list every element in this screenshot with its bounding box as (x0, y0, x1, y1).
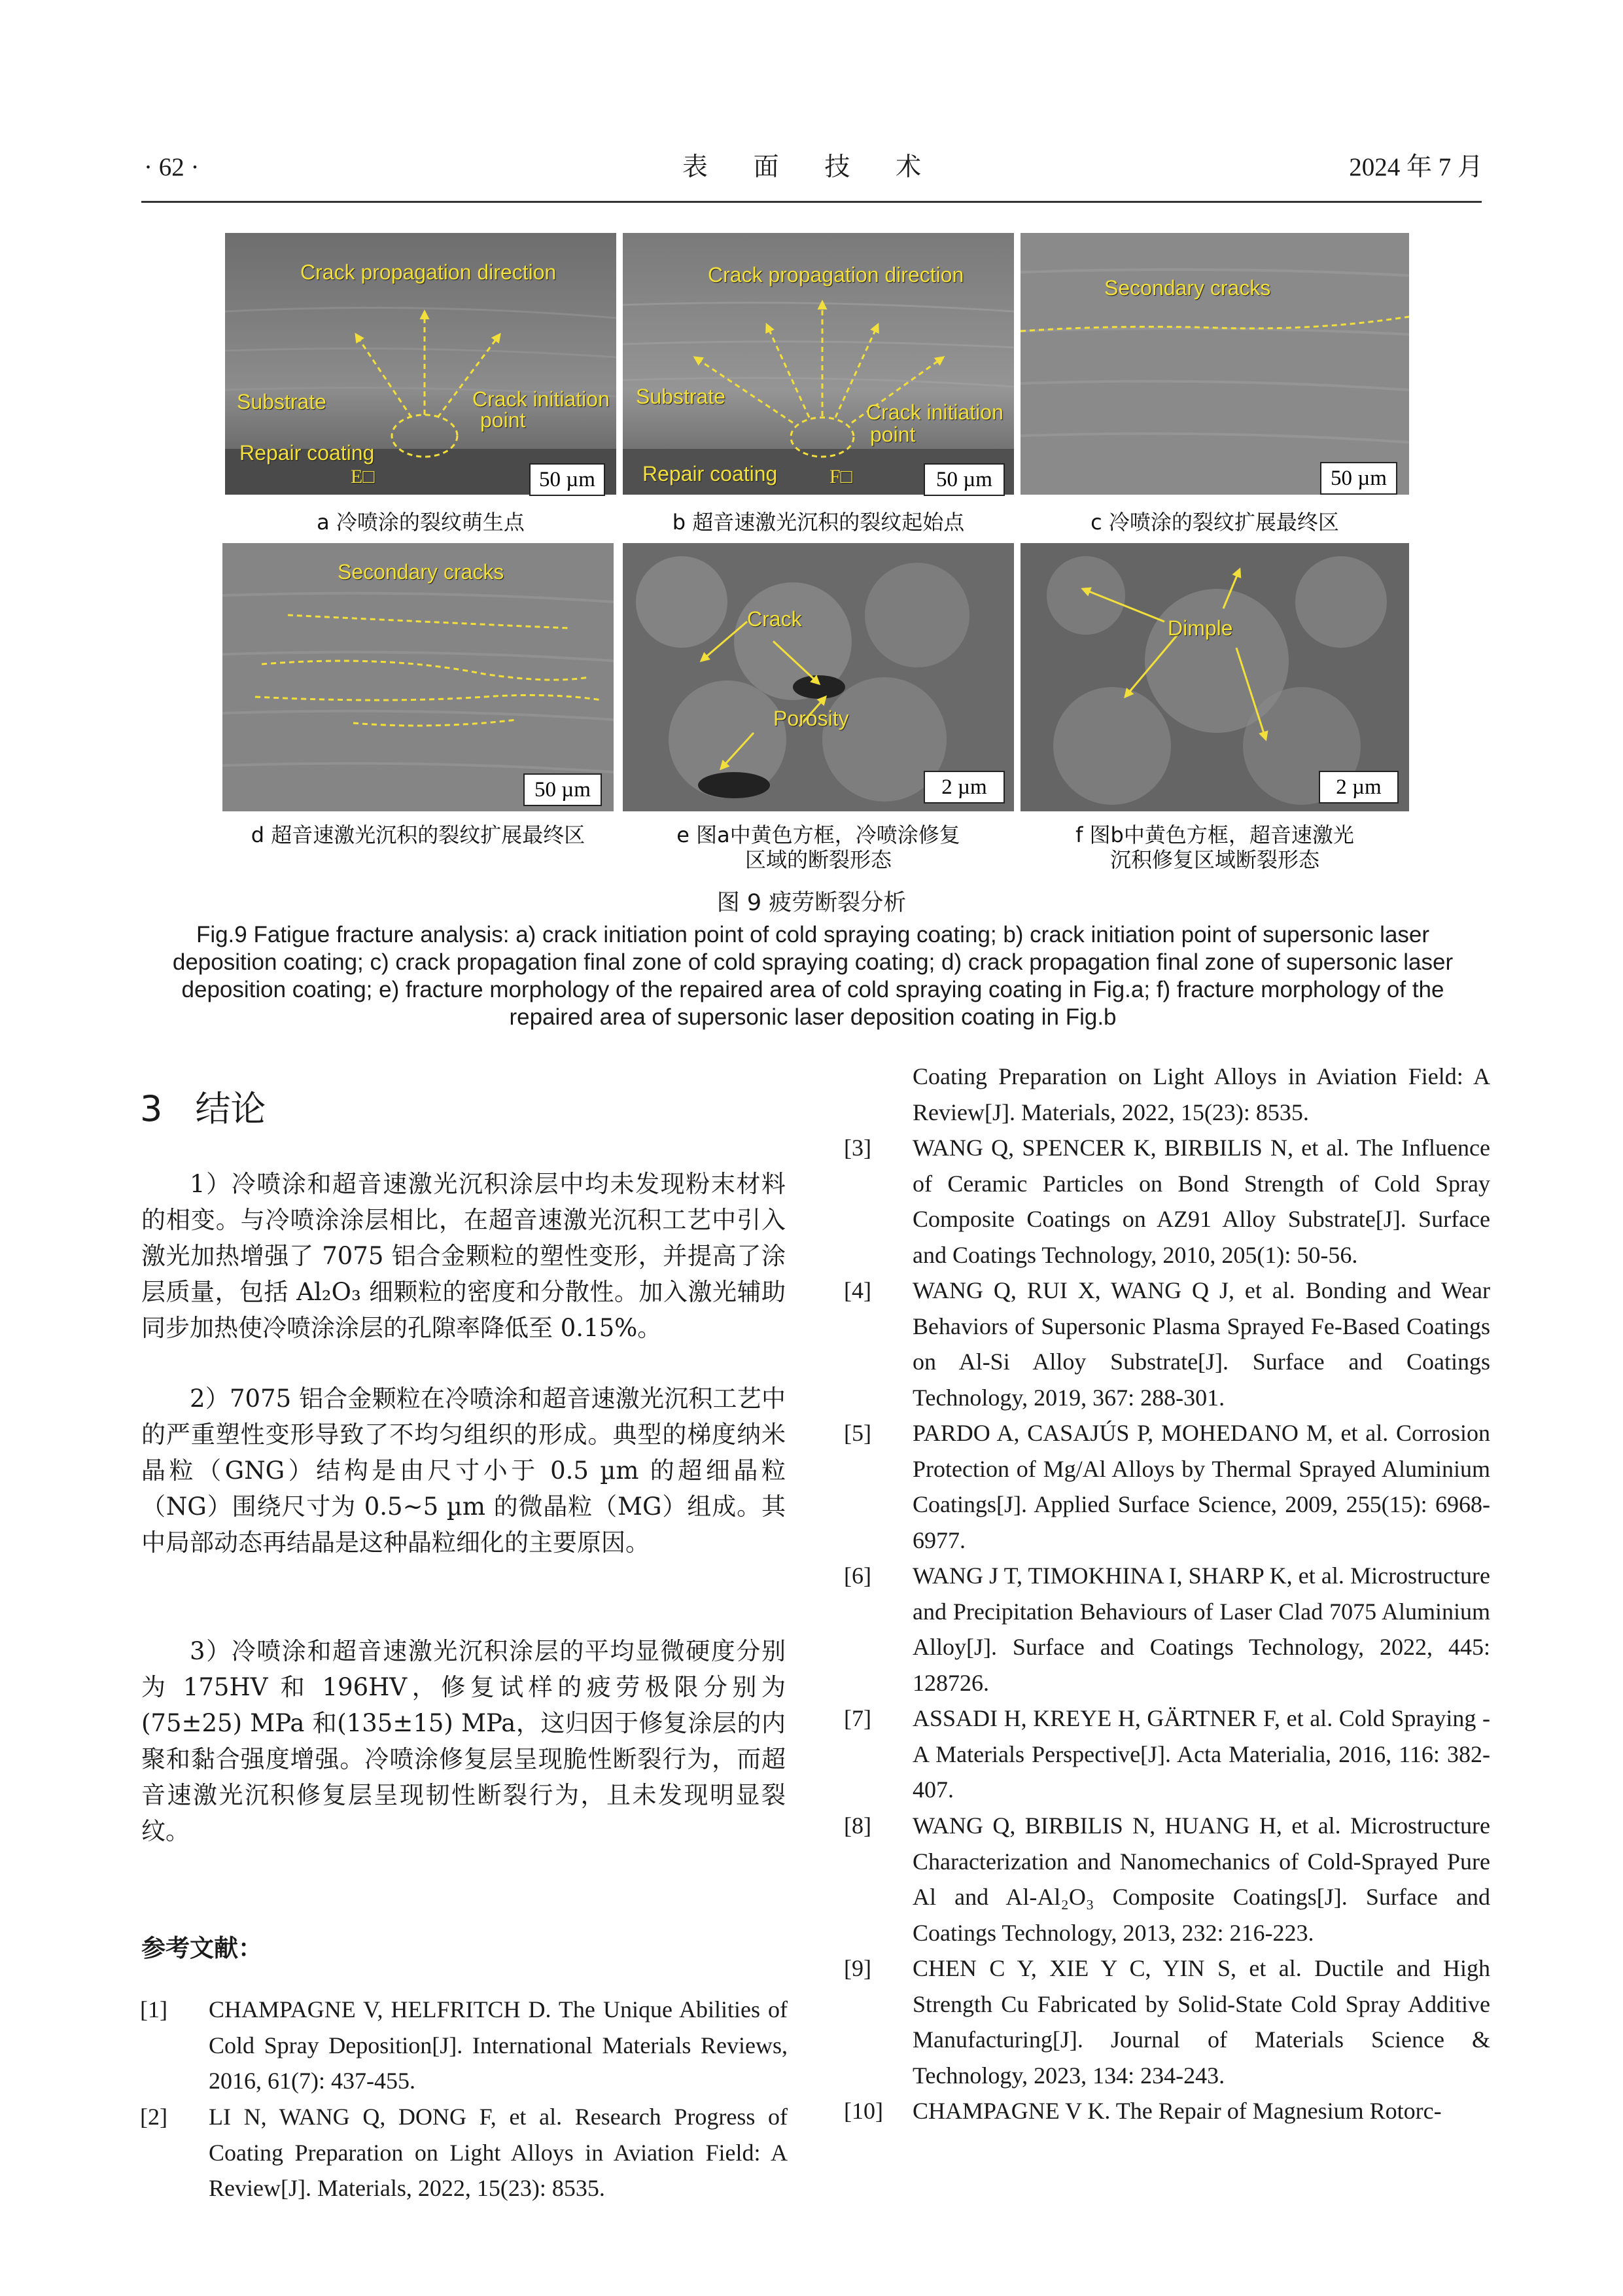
reference-number: [10] (844, 2098, 883, 2124)
page-number: · 62 · (144, 153, 200, 181)
figure-panel-c (1021, 233, 1409, 495)
reference-number: [9] (844, 1955, 871, 1981)
reference-text: CHEN C Y, XIE Y C, YIN S, et al. Ductile and High Strength Cu Fabricated by Solid-State Cold Spray Additive Manufacturing[J]. Journal of Materials Science & Technology, 2023, 134: 234-243. (913, 1955, 1490, 2089)
reference-text: PARDO A, CASAJÚS P, MOHEDANO M, et al. Corrosion Protection of Mg/Al Alloys by Thermal Sprayed Aluminium Coatings[J]. Applied Surface Science, 2009, 255(15): 6968-6977. (913, 1420, 1490, 1553)
annotation-substrate: Substrate (237, 390, 326, 414)
subcaption-a: a 冷喷涂的裂纹萌生点 (317, 510, 525, 535)
references-heading: 参考文献： (141, 1934, 262, 1962)
section-heading (140, 1086, 266, 1132)
annotation-dimple: Dimple (1168, 616, 1233, 640)
subcaption-d: d 超音速激光沉积的裂纹扩展最终区 (251, 822, 585, 847)
annotation-crack-initiation: Crack initiation (866, 400, 1003, 424)
subcaption-e-line1: e 图a中黄色方框，冷喷涂修复 (676, 822, 960, 847)
reference-text: CHAMPAGNE V K. The Repair of Magnesium Rotorc- (913, 2098, 1442, 2124)
annotation-crack-propagation: Crack propagation direction (708, 263, 964, 287)
figure-panel-f (1021, 543, 1409, 811)
annotation-repair-coating: Repair coating (239, 441, 375, 465)
reference-number: [4] (844, 1277, 871, 1303)
conclusion-paragraph-3: 3）冷喷涂和超音速激光沉积涂层的平均显微硬度分别为 175HV 和 196HV，修复试样的疲劳极限分别为(75±25) MPa 和(135±15) MPa，这归因于修复涂层的内聚和黏合强度增强。冷喷涂修复层呈现脆性断裂行为，而超音速激光沉积修复层呈现韧性断裂行为，且未发现明显裂纹。 (141, 1637, 786, 1845)
conclusion-paragraph-1: 1）冷喷涂和超音速激光沉积涂层中均未发现粉末材料的相变。与冷喷涂涂层相比，在超音速激光沉积工艺中引入激光加热增强了 7075 铝合金颗粒的塑性变形，并提高了涂层质量，包括 Al₂O₃ 细颗粒的密度和分散性。加入激光辅助同步加热使冷喷涂涂层的孔隙率降低至 0.15%。 (141, 1170, 786, 1342)
reference-text: WANG Q, RUI X, WANG Q J, et al. Bonding and Wear Behaviors of Supersonic Plasma Sprayed Fe-Based Coatings on Al-Si Alloy Substrate[J]. Surface and Coatings Technology, 2019, 367: 288-301. (913, 1277, 1490, 1411)
header-rule (141, 201, 1482, 203)
reference-number: [8] (844, 1812, 871, 1839)
reference-item-continuation (844, 1059, 1492, 1131)
subcaption-e-line2: 区域的断裂形态 (744, 847, 892, 872)
reference-number: [1] (140, 1996, 167, 2022)
scale-bar: 2 µm (924, 771, 1005, 804)
annotation-secondary-cracks: Secondary cracks (338, 560, 504, 584)
scale-bar: 50 µm (523, 773, 602, 806)
annotation-porosity: Porosity (773, 707, 849, 730)
scale-bar: 2 µm (1319, 771, 1399, 804)
reference-number: [3] (844, 1135, 871, 1161)
annotation-crack-initiation: Crack initiation (472, 387, 610, 411)
annotation-crack-propagation: Crack propagation direction (300, 260, 557, 284)
reference-text: CHAMPAGNE V, HELFRITCH D. The Unique Abilities of Cold Spray Deposition[J]. International Materials Reviews, 2016, 61(7): 437-455. (209, 1996, 788, 2094)
reference-text: WANG Q, SPENCER K, BIRBILIS N, et al. The Influence of Ceramic Particles on Bond Strength of Cold Spray Composite Coatings on AZ91 Alloy Substrate[J]. Surface and Coatings Technology, 2010, 205(1): 50-56. (913, 1135, 1490, 1268)
subcaption-c: c 冷喷涂的裂纹扩展最终区 (1091, 510, 1339, 535)
annotation-crack: Crack (747, 607, 802, 631)
reference-text: Coating Preparation on Light Alloys in Aviation Field: A Review[J]. Materials, 2022, 15(23): 8535. (913, 1063, 1490, 1125)
reference-text: WANG Q, BIRBILIS N, HUANG H, et al. Microstructure Characterization and Nanomechanics of Cold-Sprayed Pure Al and Al-Al₂O₃ Composite Coatings[J]. Surface and Coatings Technology, 2013, 232: 216-223. (913, 1812, 1490, 1946)
issue-date: 2024 年 7 月 (1349, 153, 1483, 181)
figure-panel-a (225, 233, 616, 495)
figure-panel-e (623, 543, 1014, 811)
figure-title-cn: 图 9 疲劳断裂分析 (716, 890, 907, 916)
figure-panel-b (623, 233, 1014, 495)
subcaption-f-line2: 沉积修复区域断裂形态 (1109, 847, 1319, 872)
reference-text: ASSADI H, KREYE H, GÄRTNER F, et al. Cold Spraying - A Materials Perspective[J]. Acta Materialia, 2016, 116: 382-407. (913, 1705, 1490, 1803)
sem-image-c (1021, 233, 1409, 495)
reference-item (140, 1992, 788, 2094)
figure-panel-d (222, 543, 614, 811)
annotation-substrate: Substrate (636, 385, 725, 408)
reference-item (140, 2099, 788, 2201)
conclusion-paragraph-2: 2）7075 铝合金颗粒在冷喷涂和超音速激光沉积工艺中的严重塑性变形导致了不均匀组织的形成。典型的梯度纳米晶粒（GNG）结构是由尺寸小于 0.5 µm 的超细晶粒（NG）围绕尺寸为 0.5~5 µm 的微晶粒（MG）组成。其中局部动态再结晶是这种晶粒细化的主要原因。 (141, 1385, 786, 1557)
reference-text: WANG J T, TIMOKHINA I, SHARP K, et al. Microstructure and Precipitation Behaviours of Laser Clad 7075 Aluminium Alloy[J]. Surface and Coatings Technology, 2022, 445: 128726. (913, 1563, 1490, 1696)
annotation-secondary-cracks: Secondary cracks (1104, 276, 1271, 300)
annotation-point: point (870, 423, 916, 446)
scale-bar: 50 µm (924, 463, 1005, 496)
reference-text: LI N, WANG Q, DONG F, et al. Research Progress of Coating Preparation on Light Alloys in Aviation Field: A Review[J]. Materials, 2022, 15(23): 8535. (209, 2104, 788, 2201)
annotation-repair-coating: Repair coating (642, 462, 778, 486)
journal-name: 表 面 技 术 (682, 153, 941, 181)
reference-number: [5] (844, 1420, 871, 1446)
box-label-e: E□ (351, 466, 375, 487)
section-number: 3 (140, 1088, 163, 1129)
subcaption-f-line1: f 图b中黄色方框，超音速激光 (1075, 822, 1354, 847)
reference-number: [7] (844, 1705, 871, 1731)
scale-bar: 50 µm (529, 463, 605, 496)
reference-number: [2] (140, 2104, 167, 2130)
reference-number: [6] (844, 1563, 871, 1589)
section-title: 结论 (195, 1088, 266, 1129)
annotation-point: point (480, 408, 526, 432)
box-label-f: F□ (829, 466, 852, 487)
figure-caption-en: Fig.9 Fatigue fracture analysis: a) crack initiation point of cold spraying coating; b) crack initiation point of supersonic laser deposition coating; c) crack propagation final zone of cold spraying coating; d) crack propagation final zone of supersonic laser deposition coating; e) fracture morphology of the repaired area of cold spraying coating in Fig.a; f) fracture morphology of the repaired area of supersonic laser deposition coating in Fig.b (172, 922, 1454, 1030)
subcaption-b: b 超音速激光沉积的裂纹起始点 (672, 510, 965, 535)
scale-bar: 50 µm (1320, 462, 1397, 495)
